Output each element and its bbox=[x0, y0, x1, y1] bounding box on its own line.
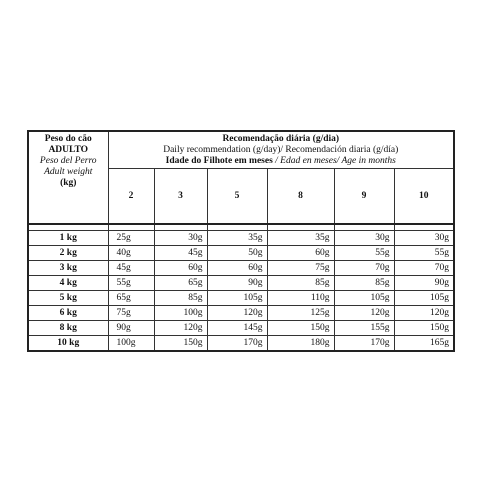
value-cell: 70g bbox=[394, 261, 454, 276]
table-row bbox=[28, 261, 454, 276]
table-row bbox=[28, 321, 454, 336]
value-cell: 30g bbox=[334, 231, 394, 246]
value-cell: 150g bbox=[267, 321, 334, 336]
value-cell: 60g bbox=[154, 261, 207, 276]
weight-header-adult: ADULTO bbox=[48, 145, 89, 155]
weight-column-header bbox=[28, 131, 108, 224]
month-header: 5 bbox=[207, 169, 267, 225]
table-row bbox=[28, 231, 454, 246]
value-cell: 45g bbox=[154, 246, 207, 261]
recommendation-subtitle: Daily recommendation (g/day)/ Recomendación diaria (g/día) bbox=[163, 145, 399, 155]
month-header: 9 bbox=[334, 169, 394, 225]
feeding-recommendation-table bbox=[27, 130, 455, 352]
value-cell: 60g bbox=[207, 261, 267, 276]
value-cell: 85g bbox=[334, 276, 394, 291]
value-cell: 150g bbox=[394, 321, 454, 336]
table-row bbox=[28, 291, 454, 306]
value-cell: 125g bbox=[267, 306, 334, 321]
value-cell: 120g bbox=[207, 306, 267, 321]
value-cell: 75g bbox=[108, 306, 154, 321]
value-cell: 65g bbox=[154, 276, 207, 291]
weight-cell: 10 kg bbox=[28, 336, 108, 352]
weight-cell: 3 kg bbox=[28, 261, 108, 276]
value-cell: 165g bbox=[394, 336, 454, 352]
value-cell: 35g bbox=[207, 231, 267, 246]
month-header: 3 bbox=[154, 169, 207, 225]
value-cell: 60g bbox=[267, 246, 334, 261]
value-cell: 90g bbox=[108, 321, 154, 336]
value-cell: 40g bbox=[108, 246, 154, 261]
weight-header-pt: Peso do cão bbox=[44, 134, 92, 144]
value-cell: 55g bbox=[108, 276, 154, 291]
value-cell: 45g bbox=[108, 261, 154, 276]
value-cell: 145g bbox=[207, 321, 267, 336]
weight-cell: 8 kg bbox=[28, 321, 108, 336]
value-cell: 170g bbox=[334, 336, 394, 352]
value-cell: 110g bbox=[267, 291, 334, 306]
value-cell: 170g bbox=[207, 336, 267, 352]
value-cell: 35g bbox=[267, 231, 334, 246]
weight-cell: 1 kg bbox=[28, 231, 108, 246]
value-cell: 25g bbox=[108, 231, 154, 246]
weight-cell: 4 kg bbox=[28, 276, 108, 291]
value-cell: 105g bbox=[207, 291, 267, 306]
month-header: 10 bbox=[394, 169, 454, 225]
value-cell: 105g bbox=[394, 291, 454, 306]
value-cell: 70g bbox=[334, 261, 394, 276]
value-cell: 30g bbox=[394, 231, 454, 246]
weight-cell: 6 kg bbox=[28, 306, 108, 321]
value-cell: 105g bbox=[334, 291, 394, 306]
weight-header-en: Adult weight bbox=[44, 167, 93, 177]
value-cell: 150g bbox=[154, 336, 207, 352]
value-cell: 180g bbox=[267, 336, 334, 352]
value-cell: 100g bbox=[108, 336, 154, 352]
value-cell: 100g bbox=[154, 306, 207, 321]
month-header: 8 bbox=[267, 169, 334, 225]
weight-header-unit: (kg) bbox=[60, 178, 77, 188]
value-cell: 120g bbox=[154, 321, 207, 336]
value-cell: 155g bbox=[334, 321, 394, 336]
age-header bbox=[109, 156, 454, 167]
value-cell: 120g bbox=[334, 306, 394, 321]
feeding-table-container bbox=[27, 130, 453, 352]
weight-cell: 2 kg bbox=[28, 246, 108, 261]
month-header: 2 bbox=[108, 169, 154, 225]
table-body bbox=[28, 231, 454, 352]
value-cell: 55g bbox=[334, 246, 394, 261]
value-cell: 65g bbox=[108, 291, 154, 306]
table-row bbox=[28, 306, 454, 321]
value-cell: 50g bbox=[207, 246, 267, 261]
value-cell: 55g bbox=[394, 246, 454, 261]
table-row bbox=[28, 276, 454, 291]
weight-cell: 5 kg bbox=[28, 291, 108, 306]
value-cell: 75g bbox=[267, 261, 334, 276]
value-cell: 85g bbox=[154, 291, 207, 306]
table-row bbox=[28, 336, 454, 352]
age-header-rest: / Edad en meses/ Age in months bbox=[272, 156, 396, 166]
table-row bbox=[28, 246, 454, 261]
value-cell: 85g bbox=[267, 276, 334, 291]
value-cell: 90g bbox=[394, 276, 454, 291]
value-cell: 30g bbox=[154, 231, 207, 246]
weight-header-es: Peso del Perro bbox=[39, 156, 97, 166]
age-header-pt: Idade do Filhote em meses bbox=[165, 156, 273, 166]
recommendation-title: Recomendação diária (g/dia) bbox=[222, 134, 340, 144]
value-cell: 120g bbox=[394, 306, 454, 321]
daily-recommendation-header bbox=[108, 131, 454, 169]
value-cell: 90g bbox=[207, 276, 267, 291]
